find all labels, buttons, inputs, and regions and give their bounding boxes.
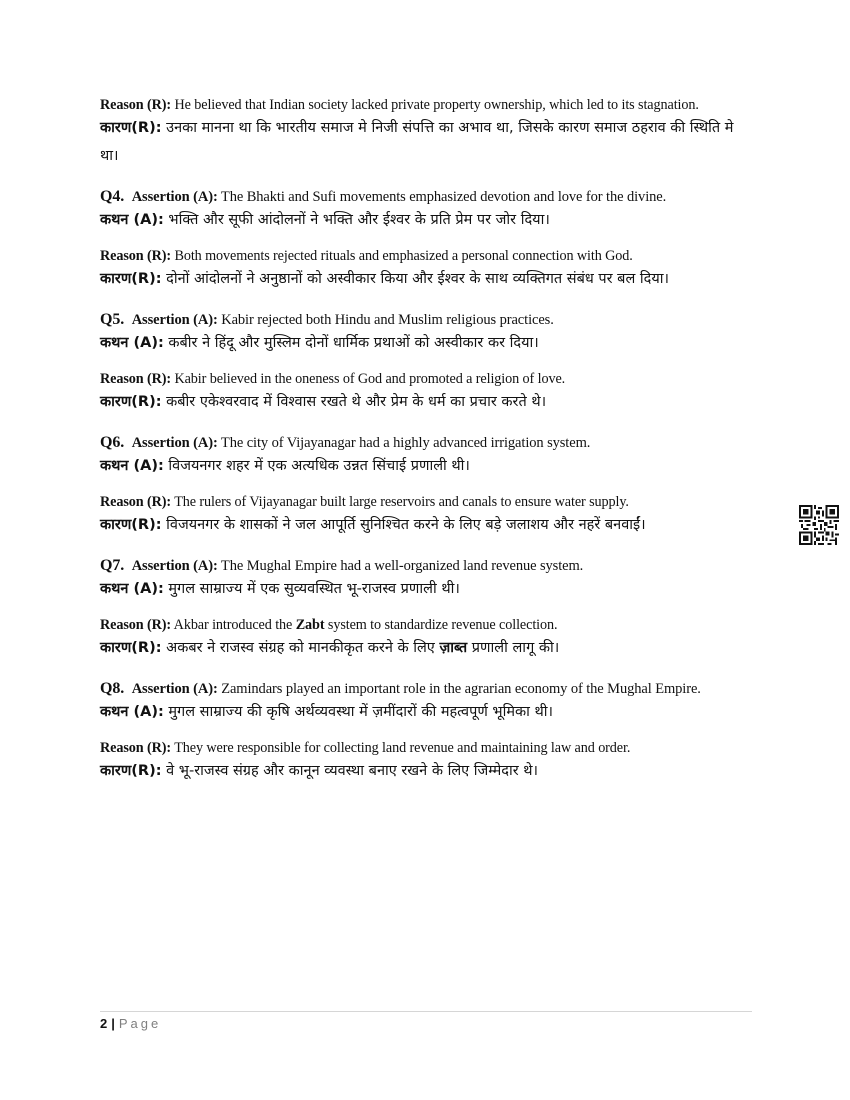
reason-block-q4 — [100, 248, 750, 293]
reason-hi: कारण(R): उनका मानना था कि भारतीय समाज मे निजी संपत्ति का अभाव था, जिसके कारण समाज ठहराव की स्थिति मे था। — [100, 120, 734, 164]
reason-hi: कारण(R): दोनों आंदोलनों ने अनुष्ठानों को अस्वीकार किया और ईश्वर के साथ व्यक्तिगत संबंध पर बल दिया। — [100, 271, 669, 287]
assertion-en: Q8. Assertion (A): Zamindars played an important role in the agrarian economy of the Mughal Empire. — [100, 680, 701, 697]
reason-hi: कारण(R): कबीर एकेश्वरवाद में विश्वास रखते थे और प्रेम के धर्म का प्रचार करते थे। — [100, 394, 547, 410]
reason-block-q3 — [100, 97, 750, 170]
reason-hi: कारण(R): विजयनगर के शासकों ने जल आपूर्ति सुनिश्चित करने के लिए बड़े जलाशय और नहरें बनवाईं। — [100, 517, 646, 533]
reason-block-q6 — [100, 494, 750, 539]
assertion-en: Q7. Assertion (A): The Mughal Empire had a well-organized land revenue system. — [100, 557, 584, 574]
question-number: Q5. — [100, 311, 125, 328]
page-label: Page — [118, 1016, 162, 1031]
question-number: Q7. — [100, 557, 125, 574]
assertion-block-q5 — [100, 311, 750, 357]
reason-en: Reason (R): Akbar introduced the Zabt system to standardize revenue collection. — [100, 617, 558, 633]
zabt-term-hi: ज़ाब्त — [439, 640, 468, 656]
assertion-hi: कथन (A): मुगल साम्राज्य में एक सुव्यवस्थित भू-राजस्व प्रणाली थी। — [100, 581, 460, 597]
assertion-en: Q4. Assertion (A): The Bhakti and Sufi movements emphasized devotion and love for the divine. — [100, 188, 667, 205]
assertion-block-q7 — [100, 557, 750, 603]
question-number: Q8. — [100, 680, 125, 697]
assertion-hi: कथन (A): कबीर ने हिंदू और मुस्लिम दोनों धार्मिक प्रथाओं को अस्वीकार कर दिया। — [100, 335, 539, 351]
footer-separator: | — [111, 1016, 115, 1031]
qr-code-icon — [799, 505, 839, 545]
reason-en: Reason (R): He believed that Indian society lacked private property ownership, which led to its stagnation. — [100, 97, 699, 113]
page-footer — [100, 1011, 752, 1031]
reason-block-q7 — [100, 617, 750, 662]
assertion-block-q4 — [100, 188, 750, 234]
reason-block-q8 — [100, 740, 750, 785]
question-number: Q6. — [100, 434, 125, 451]
reason-en: Reason (R): The rulers of Vijayanagar built large reservoirs and canals to ensure water supply. — [100, 494, 629, 510]
assertion-hi: कथन (A): मुगल साम्राज्य की कृषि अर्थव्यवस्था में ज़मींदारों की महत्वपूर्ण भूमिका थी। — [100, 704, 554, 720]
assertion-block-q6 — [100, 434, 750, 480]
zabt-term: Zabt — [295, 617, 325, 633]
page-content — [100, 97, 750, 785]
assertion-hi: कथन (A): भक्ति और सूफी आंदोलनों ने भक्ति और ईश्वर के प्रति प्रेम पर जोर दिया। — [100, 212, 550, 228]
reason-hi: कारण(R): अकबर ने राजस्व संग्रह को मानकीकृत करने के लिए ज़ाब्त प्रणाली लागू की। — [100, 640, 560, 656]
question-number: Q4. — [100, 188, 125, 205]
reason-hi: कारण(R): वे भू-राजस्व संग्रह और कानून व्यवस्था बनाए रखने के लिए जिम्मेदार थे। — [100, 763, 539, 779]
reason-block-q5 — [100, 371, 750, 416]
assertion-en: Q5. Assertion (A): Kabir rejected both Hindu and Muslim religious practices. — [100, 311, 554, 328]
assertion-hi: कथन (A): विजयनगर शहर में एक अत्यधिक उन्नत सिंचाई प्रणाली थी। — [100, 458, 470, 474]
reason-en: Reason (R): They were responsible for collecting land revenue and maintaining law and order. — [100, 740, 631, 756]
assertion-block-q8 — [100, 680, 750, 726]
reason-en: Reason (R): Kabir believed in the oneness of God and promoted a religion of love. — [100, 371, 566, 387]
reason-en: Reason (R): Both movements rejected rituals and emphasized a personal connection with God. — [100, 248, 633, 264]
assertion-en: Q6. Assertion (A): The city of Vijayanagar had a highly advanced irrigation system. — [100, 434, 591, 451]
page-number: 2 — [100, 1016, 108, 1031]
